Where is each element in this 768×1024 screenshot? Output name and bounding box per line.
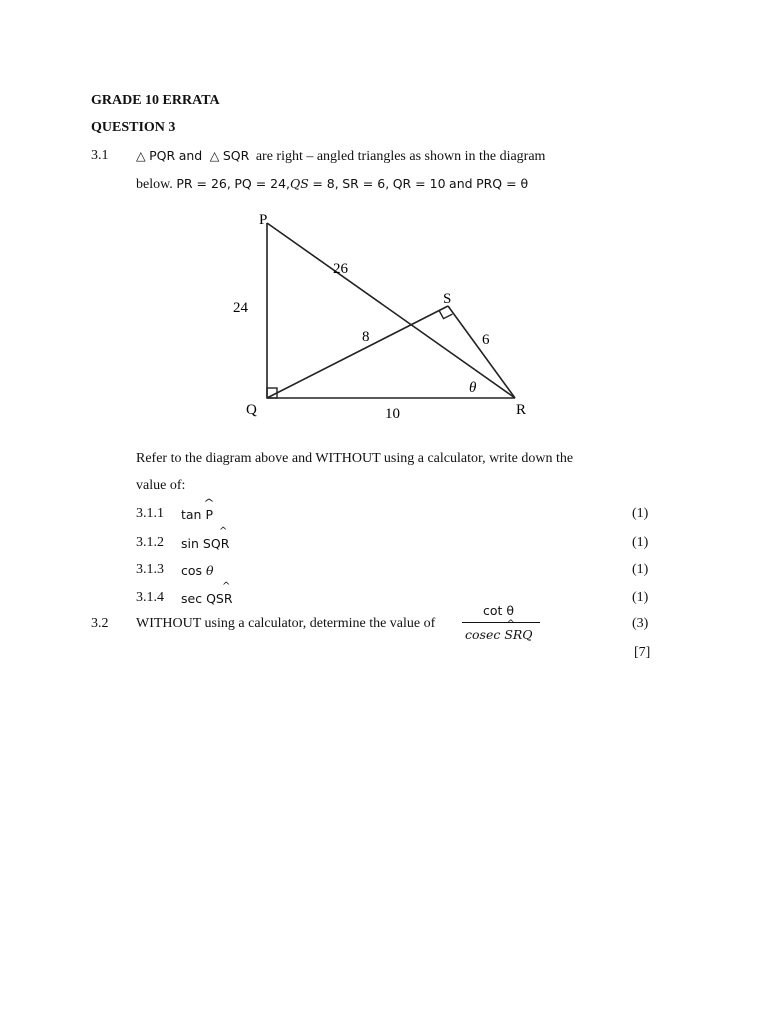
item-314-expr: [181, 581, 233, 608]
q31-tri1: PQR: [149, 148, 176, 163]
right-angle-s-icon: [439, 311, 452, 319]
hat-icon: ^: [222, 581, 231, 592]
hat-icon: ^: [507, 619, 515, 629]
instruction-line1: Refer to the diagram above and WITHOUT using a calculator, write down the: [136, 451, 574, 466]
item-312-marks: (1): [632, 535, 649, 550]
length-qs-label: 8: [362, 329, 370, 345]
item-313-marks: (1): [632, 562, 649, 577]
total-marks: [7]: [634, 645, 651, 660]
fraction-denominator: cosec SRQ: [465, 627, 533, 642]
given-qs-val: = 8,: [312, 176, 339, 191]
q32-text: WITHOUT using a calculator, determine the value of: [136, 616, 436, 631]
item-314-angle: QSR: [206, 591, 233, 606]
length-sr-label: 6: [482, 332, 490, 348]
given-qr: QR = 10: [392, 176, 446, 191]
fraction-numerator: cot θ: [483, 603, 515, 618]
q32-number: 3.2: [91, 616, 109, 631]
q32-marks: (3): [632, 616, 649, 631]
length-pr-label: 26: [333, 261, 348, 277]
instruction-line2: value of:: [136, 478, 186, 493]
item-313-angle: θ: [206, 563, 214, 578]
item-313-number: 3.1.3: [136, 562, 164, 577]
item-312-number: 3.1.2: [136, 535, 164, 550]
item-314-number: 3.1.4: [136, 590, 164, 605]
question-heading: QUESTION 3: [91, 120, 176, 135]
q31-line1-rest: are right – angled triangles as shown in the diagram: [255, 149, 546, 164]
triangle-icon: △: [209, 148, 220, 163]
q31-and: and: [178, 148, 203, 163]
vertex-r-label: R: [516, 402, 527, 418]
triangle-icon: △: [136, 148, 146, 163]
vertex-p-label: P: [259, 212, 268, 228]
q31-line2: [136, 176, 528, 193]
item-312-expr: [181, 526, 230, 553]
fraction-bar: [462, 622, 540, 623]
given-sr: SR = 6,: [342, 176, 390, 191]
vertex-s-label: S: [443, 291, 452, 307]
item-311-expr: [181, 506, 213, 524]
item-312-fn: sin: [181, 536, 199, 551]
item-312-angle: SQR: [202, 536, 230, 551]
item-311-marks: (1): [632, 506, 649, 521]
item-314-marks: (1): [632, 590, 649, 605]
triangle-diagram: [225, 208, 545, 423]
item-313-expr: [181, 562, 214, 580]
given-and: and: [449, 176, 473, 191]
given-prq: PRQ = θ: [476, 176, 529, 191]
given-pr: PR = 26,: [176, 176, 231, 191]
vertex-q-label: Q: [246, 402, 257, 418]
q31-below: below.: [136, 177, 173, 192]
q31-tri2: SQR: [222, 148, 250, 163]
length-qr-label: 10: [385, 406, 400, 422]
document-title: GRADE 10 ERRATA: [91, 93, 220, 108]
angle-theta-label: θ: [469, 380, 477, 396]
item-311-angle: ^ P: [205, 507, 213, 522]
item-311-number: 3.1.1: [136, 506, 164, 521]
side-sr: [448, 306, 515, 398]
q31-line1: [136, 148, 545, 165]
item-314-fn: sec: [181, 591, 203, 606]
length-pq-label: 24: [233, 300, 248, 316]
item-313-fn: cos: [181, 563, 203, 578]
given-qs-var: QS: [290, 176, 309, 191]
item-311-fn: tan: [181, 507, 202, 522]
side-qs: [267, 306, 448, 398]
given-pq: PQ = 24,: [234, 176, 291, 191]
q31-number: 3.1: [91, 148, 109, 163]
hat-icon: ^: [219, 526, 228, 537]
side-pr: [267, 223, 515, 398]
